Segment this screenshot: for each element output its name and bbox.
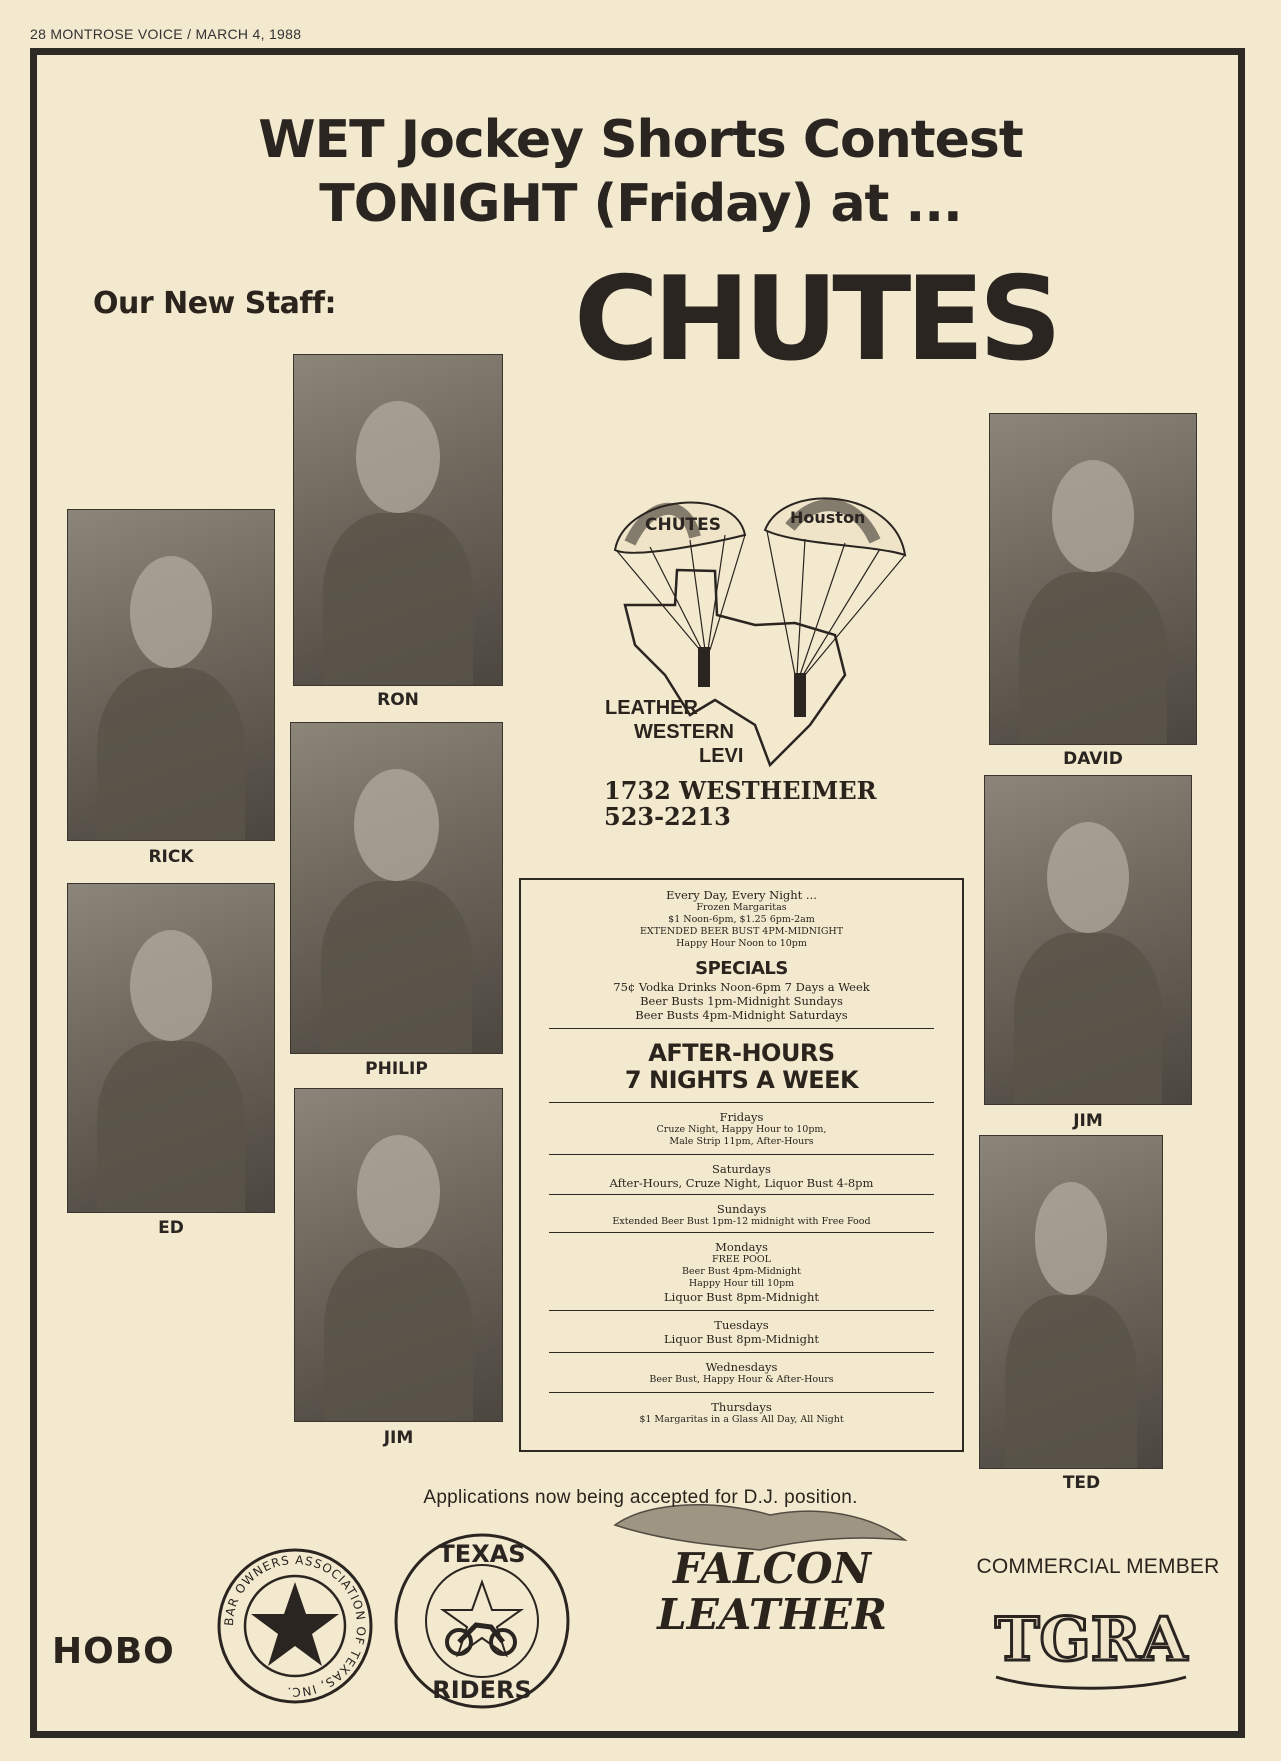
street-address: 1732 WESTHEIMER xyxy=(604,776,877,805)
seal-ring-text: BAR OWNERS ASSOCIATION OF TEXAS, INC. xyxy=(221,1552,369,1700)
day-line: $1 Margaritas in a Glass All Day, All Night xyxy=(639,1414,844,1425)
day-wednesdays: Wednesdays xyxy=(705,1360,778,1374)
specials-line: 75¢ Vodka Drinks Noon-6pm 7 Days a Week xyxy=(613,980,870,994)
day-line: Beer Bust, Happy Hour & After-Hours xyxy=(649,1374,834,1385)
caption-jim-left: JIM xyxy=(383,1428,414,1448)
day-fridays: Fridays xyxy=(719,1110,764,1124)
everyday-line: Happy Hour Noon to 10pm xyxy=(676,938,807,949)
address-block xyxy=(604,778,877,830)
falcon-word: FALCON xyxy=(673,1544,871,1593)
everyday-line: Frozen Margaritas xyxy=(696,902,787,913)
day-line: FREE POOL xyxy=(712,1254,771,1265)
bar-owners-association-seal xyxy=(215,1546,375,1706)
caption-ted: TED xyxy=(1062,1473,1101,1493)
photo-rick xyxy=(67,509,275,841)
day-line: Extended Beer Bust 1pm-12 midnight with Free Food xyxy=(612,1216,871,1227)
caption-jim-right: JIM xyxy=(1073,1111,1103,1131)
texas-riders-bottom-text: RIDERS xyxy=(432,1676,532,1704)
day-mondays: Mondays xyxy=(715,1240,768,1254)
photo-jim-left xyxy=(294,1088,503,1422)
tgra-text: TGRA xyxy=(994,1605,1188,1675)
specials-line: Beer Busts 4pm-Midnight Saturdays xyxy=(635,1008,848,1022)
tagline-levi: LEVI xyxy=(699,745,744,767)
everyday-title: Every Day, Every Night ... xyxy=(666,888,817,902)
day-line: Beer Bust 4pm-Midnight xyxy=(682,1266,801,1277)
afterhours-line-2: 7 NIGHTS A WEEK xyxy=(624,1066,859,1094)
phone-number: 523-2213 xyxy=(604,802,731,831)
hobo-logo: HOBO xyxy=(52,1631,175,1672)
headline-line-1: WET Jockey Shorts Contest xyxy=(258,110,1023,170)
everyday-line: $1 Noon-6pm, $1.25 6pm-2am xyxy=(668,914,815,925)
applications-notice: Applications now being accepted for D.J. position. xyxy=(423,1487,858,1508)
photo-jim-right xyxy=(984,775,1192,1105)
logo-chutes-word: CHUTES xyxy=(645,515,721,535)
day-line: After-Hours, Cruze Night, Liquor Bust 4-8pm xyxy=(609,1176,874,1190)
texas-riders-badge xyxy=(391,1530,573,1712)
leather-word: LEATHER xyxy=(657,1590,887,1639)
day-saturdays: Saturdays xyxy=(712,1162,771,1176)
bar-name-title: CHUTES xyxy=(573,252,1057,387)
photo-ed xyxy=(67,883,275,1213)
page-header: 28 MONTROSE VOICE / MARCH 4, 1988 xyxy=(30,26,302,42)
tagline-western: WESTERN xyxy=(634,721,734,743)
afterhours-line-1: AFTER-HOURS xyxy=(648,1039,835,1067)
specials-title: SPECIALS xyxy=(695,958,788,979)
texas-riders-top-text: TEXAS xyxy=(438,1540,526,1568)
staff-label: Our New Staff: xyxy=(93,286,337,321)
caption-rick: RICK xyxy=(148,847,194,867)
day-line: Male Strip 11pm, After-Hours xyxy=(669,1136,814,1147)
day-tuesdays: Tuesdays xyxy=(714,1318,769,1332)
tagline-leather: LEATHER xyxy=(605,697,698,719)
day-line: Happy Hour till 10pm xyxy=(688,1278,795,1289)
day-sundays: Sundays xyxy=(716,1202,767,1216)
headline-line-2: TONIGHT (Friday) at ... xyxy=(319,174,962,234)
caption-ed: ED xyxy=(158,1218,184,1238)
schedule-box xyxy=(519,878,964,1452)
photo-ron xyxy=(293,354,503,686)
day-line: Liquor Bust 8pm-Midnight xyxy=(664,1332,819,1346)
photo-ted xyxy=(979,1135,1163,1469)
falcon-leather-logo xyxy=(622,1546,922,1638)
photo-david xyxy=(989,413,1197,745)
caption-philip: PHILIP xyxy=(365,1059,428,1079)
caption-ron: RON xyxy=(377,690,419,710)
caption-david: DAVID xyxy=(1063,749,1123,769)
photo-philip xyxy=(290,722,503,1054)
day-thursdays: Thursdays xyxy=(711,1400,772,1414)
logo-houston-word: Houston xyxy=(790,508,866,527)
day-line: Cruze Night, Happy Hour to 10pm, xyxy=(656,1124,827,1135)
tgra-logo xyxy=(986,1592,1196,1692)
specials-line: Beer Busts 1pm-Midnight Sundays xyxy=(640,994,843,1008)
day-line: Liquor Bust 8pm-Midnight xyxy=(664,1290,819,1304)
commercial-member-label: COMMERCIAL MEMBER xyxy=(976,1555,1220,1578)
everyday-line: EXTENDED BEER BUST 4PM-MIDNIGHT xyxy=(639,926,844,937)
